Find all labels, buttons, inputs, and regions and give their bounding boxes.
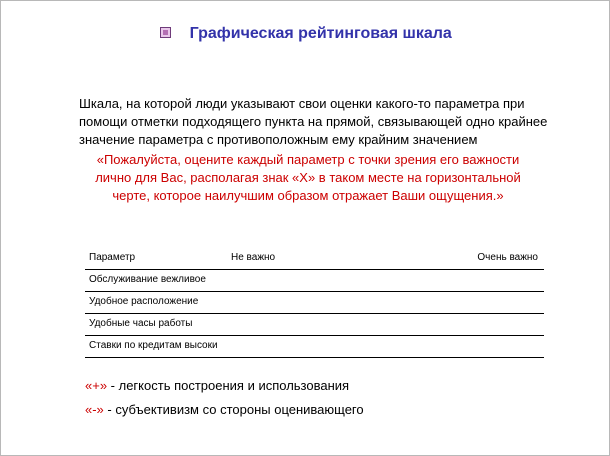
header-very-important: Очень важно	[477, 252, 538, 263]
table-row	[85, 314, 544, 336]
cons-text: - субъективизм со стороны оценивающего	[103, 402, 364, 417]
table-header	[85, 247, 544, 270]
header-not-important: Не важно	[231, 252, 276, 263]
header-parameter: Параметр	[89, 252, 136, 263]
table-row	[85, 292, 544, 314]
row-label: Ставки по кредитам высоки	[89, 340, 218, 351]
rating-table	[85, 247, 544, 358]
minus-mark: «-»	[85, 402, 104, 417]
slide-title: Графическая рейтинговая шкала	[189, 25, 452, 42]
row-label: Удобные часы работы	[89, 318, 193, 329]
title-row	[1, 25, 610, 43]
row-label: Обслуживание вежливое	[89, 274, 206, 285]
square-bullet-icon	[160, 27, 171, 38]
plus-mark: «+»	[85, 378, 108, 393]
instruction-quote: «Пожалуйста, оцените каждый параметр с точки зрения его важности лично для Вас, располагая знак «Х» в таком месте на горизонтальной черте, которое наилучшим образом отражает Ваши ощущения.»	[95, 152, 521, 203]
table-row	[85, 270, 544, 292]
row-label: Удобное расположение	[89, 296, 199, 307]
pros-text: - легкость построения и использования	[107, 378, 350, 393]
pros-line	[85, 377, 349, 395]
table-row	[85, 336, 544, 358]
cons-line	[85, 401, 364, 419]
scale-description: Шкала, на которой люди указывают свои оценки какого-то параметра при помощи отметки подходящего пункта на прямой, связывающей одно крайнее значение параметра с противоположным ему крайним значением	[79, 96, 548, 147]
